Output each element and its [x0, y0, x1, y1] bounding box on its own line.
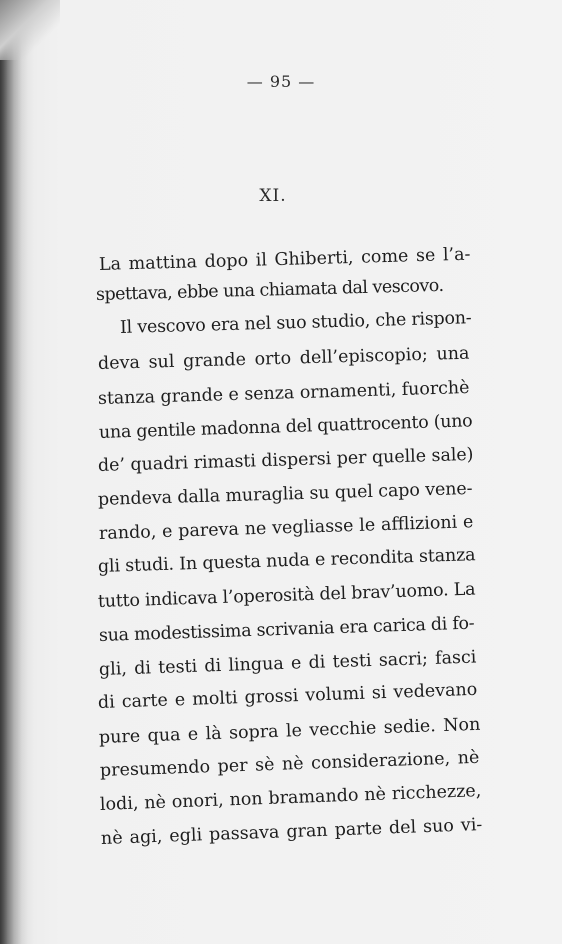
text-line: Il vescovo era nel suo studio, che rispon- — [119, 308, 472, 338]
chapter-heading: XI. — [259, 186, 287, 206]
text-line: gli studi. In questa nuda e recondita stanza — [97, 545, 476, 577]
text-line: di carte e molti grossi volumi si vedevano — [97, 679, 478, 713]
text-line: nè agi, egli passava gran parte del suo vi- — [100, 815, 483, 849]
text-line: pure qua e là sopra le vecchie sedie. Non — [98, 714, 481, 748]
text-line: spettava, ebbe una chiamata dal vescovo. — [95, 275, 444, 305]
text-line: gli, di testi di lingua e di testi sacri; fasci — [98, 647, 477, 680]
text-line: rando, e pareva ne vegliasse le afflizioni e — [98, 512, 474, 544]
text-line: una gentile madonna del quattrocento (uno — [98, 411, 473, 443]
text-line: deva sul grande orto dell’episcopio; una — [97, 343, 470, 374]
text-line: lodi, nè onori, non bramando nè ricchezze, — [99, 781, 482, 815]
text-line: presumendo per sè nè considerazione, nè — [99, 747, 480, 781]
text-line: de’ quadri rimasti dispersi per quelle sale) — [97, 444, 474, 476]
text-line: La mattina dopo il Ghiberti, come se l’a- — [98, 244, 471, 275]
text-line: tutto indicava l’operosità del brav’uomo. La — [97, 579, 476, 612]
text-line: stanza grande e senza ornamenti, fuorchè — [97, 377, 470, 409]
text-line: pendeva dalla muraglia su quel capo vene- — [97, 478, 473, 510]
text-line: sua modestissima scrivania era carica di fo- — [98, 613, 475, 646]
page-number: — 95 — — [246, 72, 316, 91]
